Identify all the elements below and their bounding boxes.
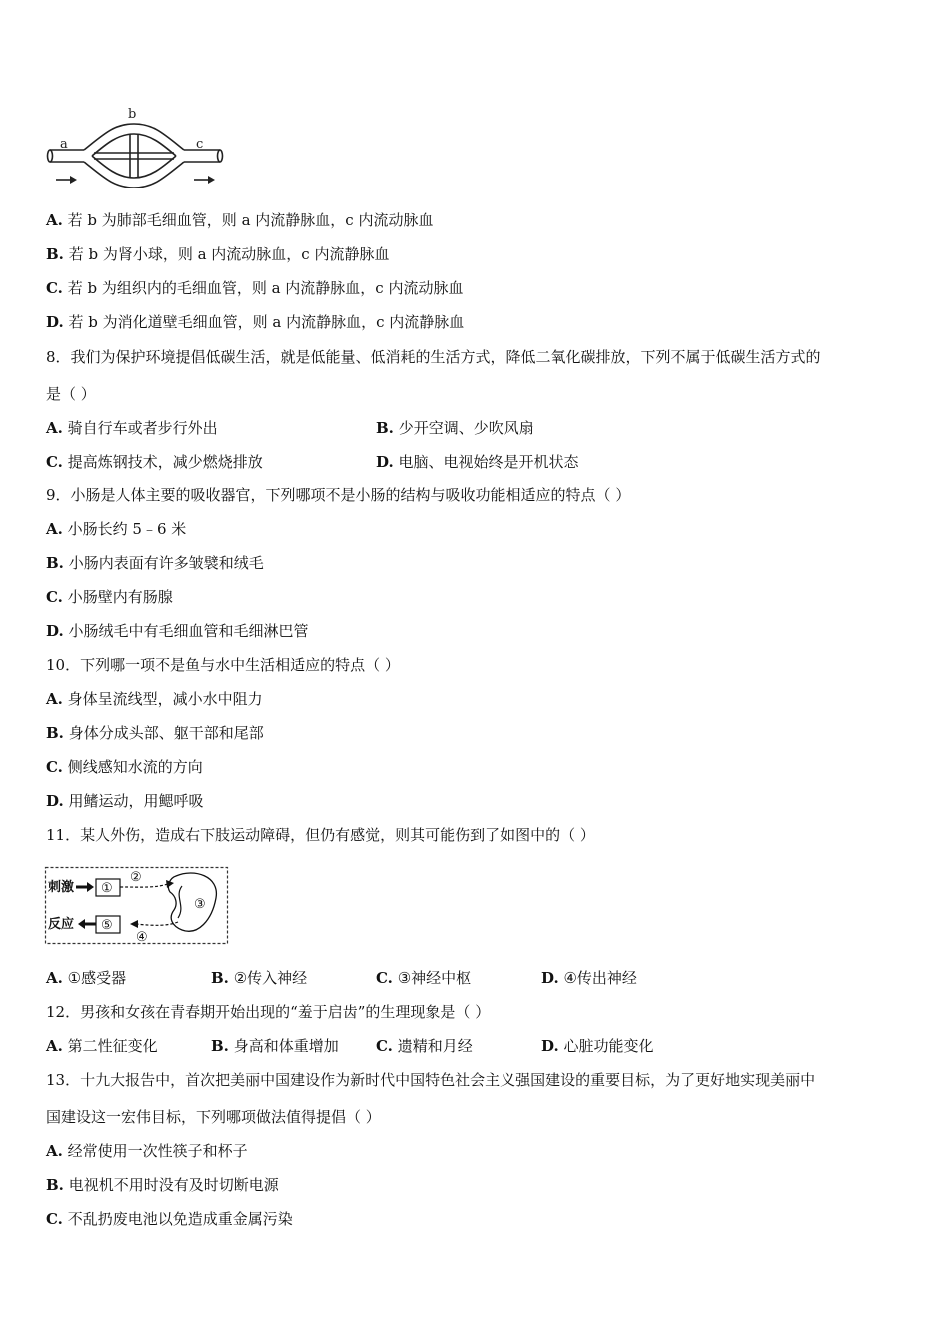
q9-stem: 9．小肠是人体主要的吸收器官，下列哪项不是小肠的结构与吸收功能相适应的特点（ ） (46, 486, 631, 504)
q13-option-b: B. 电视机不用时没有及时切断电源 (46, 1176, 279, 1194)
q8-stem-line2: 是（ ） (46, 385, 96, 403)
blood-vessel-diagram (44, 104, 234, 188)
q8-stem-line1: 8．我们为保护环境提倡低碳生活，就是低能量、低消耗的生活方式，降低二氧化碳排放，下列不属于低碳生活方式的 (46, 348, 821, 366)
q13-stem-line2: 国建设这一宏伟目标，下列哪项做法值得提倡（ ） (46, 1108, 381, 1126)
q12-option-d: D. 心脏功能变化 (541, 1037, 654, 1055)
receptor-label: ① (101, 881, 113, 896)
q9-option-a: A. 小肠长约 5﹣6 米 (46, 520, 187, 538)
q8-option-d: D. 电脑、电视始终是开机状态 (376, 453, 579, 471)
q12-option-b: B. 身高和体重增加 (211, 1037, 339, 1055)
q13-option-c: C. 不乱扔废电池以免造成重金属污染 (46, 1210, 293, 1228)
q10-option-b: B. 身体分成头部、躯干部和尾部 (46, 724, 264, 742)
q12-stem: 12．男孩和女孩在青春期开始出现的“羞于启齿”的生理现象是（ ） (46, 1003, 491, 1021)
label-c: c (196, 137, 204, 152)
q9-option-b: B. 小肠内表面有许多皱襞和绒毛 (46, 554, 264, 572)
label-b: b (128, 107, 137, 122)
efferent-label: ④ (136, 930, 148, 945)
afferent-label: ② (130, 870, 142, 885)
q7-option-d: D. 若 b 为消化道壁毛细血管，则 a 内流静脉血，c 内流静脉血 (46, 313, 465, 331)
q9-option-c: C. 小肠壁内有肠腺 (46, 588, 173, 606)
q10-option-d: D. 用鳍运动，用鳃呼吸 (46, 792, 204, 810)
q8-option-a: A. 骑自行车或者步行外出 (46, 419, 218, 437)
q10-option-a: A. 身体呈流线型，减小水中阻力 (46, 690, 263, 708)
q11-option-c: C. ③神经中枢 (376, 969, 472, 987)
q10-option-c: C. 侧线感知水流的方向 (46, 758, 203, 776)
q11-option-b: B. ②传入神经 (211, 969, 308, 987)
reflex-arc-diagram (44, 866, 230, 946)
q11-option-d: D. ④传出神经 (541, 969, 637, 987)
q13-stem-line1: 13．十九大报告中，首次把美丽中国建设作为新时代中国特色社会主义强国建设的重要目标，为了更好地实现美丽中 (46, 1071, 816, 1089)
q13-option-a: A. 经常使用一次性筷子和杯子 (46, 1142, 248, 1160)
q10-stem: 10．下列哪一项不是鱼与水中生活相适应的特点（ ） (46, 656, 400, 674)
center-label: ③ (194, 897, 206, 912)
q12-option-c: C. 遗精和月经 (376, 1037, 473, 1055)
q7-option-b: B. 若 b 为肾小球，则 a 内流动脉血，c 内流静脉血 (46, 245, 390, 263)
q11-option-a: A. ①感受器 (46, 969, 127, 987)
q8-option-b: B. 少开空调、少吹风扇 (376, 419, 534, 437)
q11-stem: 11．某人外伤，造成右下肢运动障碍，但仍有感觉，则其可能伤到了如图中的（ ） (46, 826, 595, 844)
q8-option-c: C. 提高炼钢技术，减少燃烧排放 (46, 453, 263, 471)
q9-option-d: D. 小肠绒毛中有毛细血管和毛细淋巴管 (46, 622, 309, 640)
response-label: 反应 (48, 917, 75, 932)
q7-option-a: A. 若 b 为肺部毛细血管，则 a 内流静脉血，c 内流动脉血 (46, 211, 434, 229)
q12-option-a: A. 第二性征变化 (46, 1037, 158, 1055)
q7-option-c: C. 若 b 为组织内的毛细血管，则 a 内流静脉血，c 内流动脉血 (46, 279, 464, 297)
stimulus-label: 刺激 (48, 880, 75, 895)
label-a: a (60, 137, 68, 152)
effector-label: ⑤ (101, 918, 113, 933)
